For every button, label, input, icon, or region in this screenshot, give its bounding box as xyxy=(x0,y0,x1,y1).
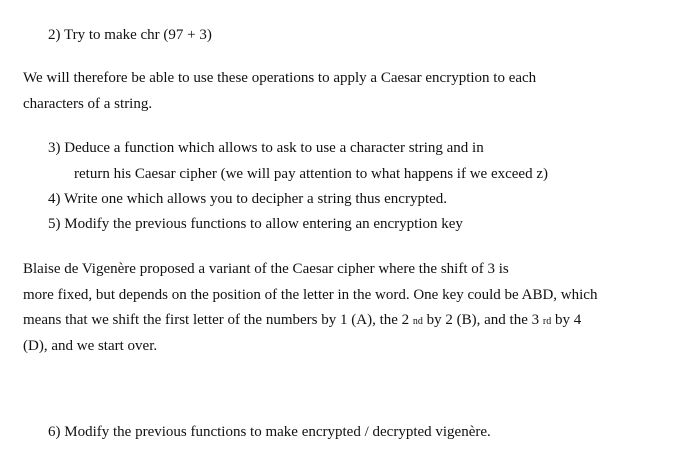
exercise-item-6: 6) Modify the previous functions to make encrypted / decrypted vigenère. xyxy=(48,424,491,440)
vigenere-paragraph-line-3 xyxy=(23,311,581,331)
vigenere-line-3-part-a: means that we shift the first letter of the numbers by 1 (A), the 2 xyxy=(23,312,410,328)
exercise-item-4: 4) Write one which allows you to decipher a string thus encrypted. xyxy=(48,191,448,207)
exercise-item-3-line-1: 3) Deduce a function which allows to ask to use a character string and in xyxy=(48,140,484,156)
vigenere-paragraph-line-4: (D), and we start over. xyxy=(23,338,158,354)
ordinal-rd: rd xyxy=(542,316,552,327)
vigenere-line-3-part-b: by 2 (B), and the 3 xyxy=(426,312,540,328)
exercise-item-3-line-2: return his Caesar cipher (we will pay attention to what happens if we exceed z) xyxy=(74,166,548,182)
intro-paragraph-line-1: We will therefore be able to use these operations to apply a Caesar encryption to each xyxy=(23,70,537,86)
vigenere-line-3-part-c: by 4 xyxy=(554,312,582,328)
vigenere-paragraph-line-1: Blaise de Vigenère proposed a variant of the Caesar cipher where the shift of 3 is xyxy=(23,261,509,277)
exercise-item-2: 2) Try to make chr (97 + 3) xyxy=(48,27,212,43)
vigenere-paragraph-line-2: more fixed, but depends on the position of the letter in the word. One key could be ABD, which xyxy=(23,287,598,303)
exercise-item-5: 5) Modify the previous functions to allow entering an encryption key xyxy=(48,216,463,232)
intro-paragraph-line-2: characters of a string. xyxy=(23,96,153,112)
ordinal-nd: nd xyxy=(412,316,423,327)
